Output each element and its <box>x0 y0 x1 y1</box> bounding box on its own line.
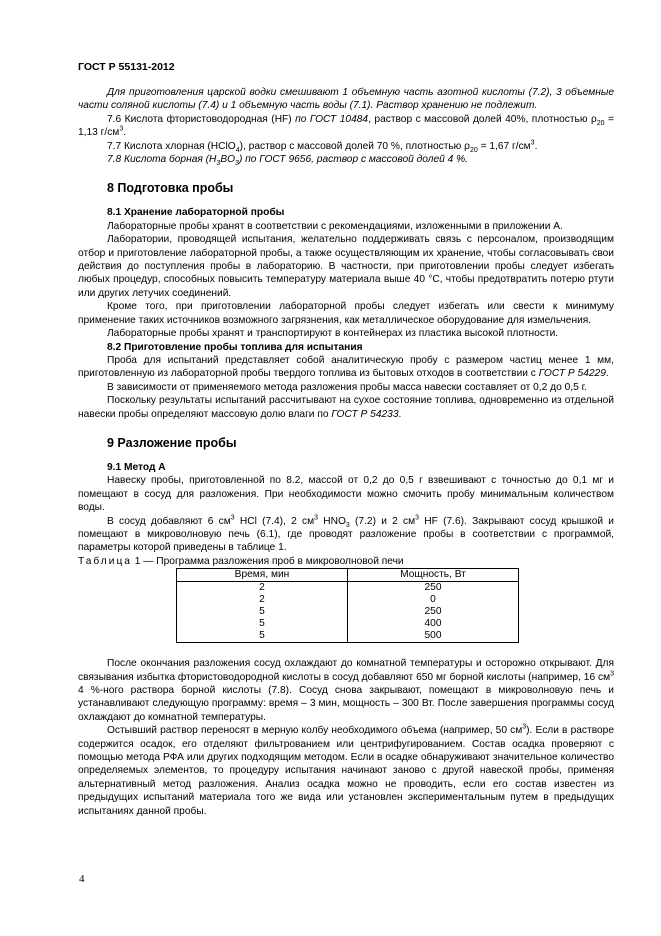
table-1-caption-text: 1 — Программа разложения проб в микроволновой печи <box>131 555 404 567</box>
s91-p2-sub: 3 <box>345 521 350 529</box>
s91-p3-a: После окончания разложения сосуд охлаждают до комнатной температуры и осторожно открывают. Для связывания избытка фтористоводородной кислоты в сосуд добавляют 650 мг борной кислоты (например, 16 см <box>78 658 614 683</box>
subsection-8-1-title: 8.1 Хранение лабораторной пробы <box>107 207 285 219</box>
s91-p2-sup3: 3 <box>415 514 420 522</box>
aqua-regia-paragraph: Для приготовления царской водки смешивают 1 объемную часть азотной кислоты (7.2), 3 объемные части соляной кислоты (7.4) и 1 объемную часть воды (7.1). Раствор хранению не подлежит. <box>78 87 614 112</box>
table-row <box>177 594 519 606</box>
s82-p1-standard: ГОСТ Р 54229 <box>538 368 606 380</box>
microwave-program-table <box>176 568 519 643</box>
item-7-7-text-a: 7.7 Кислота хлорная (HClO <box>107 140 236 152</box>
s91-p4-a: Остывший раствор переносят в мерную колбу необходимого объема (например, 50 см <box>107 725 523 737</box>
item-7-7-sub2: 20 <box>469 146 478 154</box>
section-9-title: 9 Разложение пробы <box>107 435 237 450</box>
s91-paragraph-3 <box>78 657 614 724</box>
s91-p2-b: HCl (7.4), 2 см <box>234 515 315 527</box>
item-7-7-sup: 3 <box>530 139 535 147</box>
table-row <box>177 618 519 630</box>
item-7-7 <box>78 140 614 153</box>
s82-p3-text: Поскольку результаты испытаний рассчитывают на сухое состояние топлива, одновременно из отдельной навески пробы определяют массовую долю влаги по <box>78 395 614 420</box>
table-header-time: Время, мин <box>177 569 348 582</box>
s91-p2-e: HF (7.6). Закрывают сосуд крышкой и помещают в микроволновую печь (6.1), где проводят разложение пробы в соответствии с программой, параметры которой приведены в таблице 1. <box>78 515 614 554</box>
document-header: ГОСТ Р 55131-2012 <box>78 61 175 73</box>
item-7-8-text-b: BO <box>220 154 236 166</box>
table-row <box>177 630 519 643</box>
table-1-label: Таблица <box>78 555 132 567</box>
item-7-8-text-c: ) по ГОСТ 9656, раствор с массовой долей 4 %. <box>238 154 469 166</box>
table-cell-power: 250 <box>348 582 519 595</box>
table-cell-time: 2 <box>177 582 348 595</box>
s91-p4-sup: 3 <box>522 723 527 731</box>
item-7-6-text-d: . <box>123 127 127 139</box>
item-7-6-sub: 20 <box>596 119 605 127</box>
s91-p2-c: HNO <box>318 515 346 527</box>
table-cell-power: 250 <box>348 606 519 618</box>
s82-paragraph-3 <box>78 394 614 421</box>
s91-p2-sup1: 3 <box>230 514 235 522</box>
item-7-6-text-c: = 1,13 г/см <box>78 113 615 139</box>
s91-p3-b: 4 %-ного раствора борной кислоты (7.8). Сосуд снова закрывают, помещают в микроволновую печь и устанавливают следующую программу: время – 3 мин, мощность – 300 Вт. После завершения программы сосуд охлаждают до комнатной температуры. <box>78 685 614 723</box>
item-7-7-text-c: = 1,67 г/см <box>477 140 531 152</box>
s91-paragraph-4 <box>78 724 614 818</box>
item-7-7-sub: 4 <box>235 146 240 154</box>
table-row <box>177 582 519 595</box>
s81-paragraph-3: Кроме того, при приготовлении лабораторной пробы следует избегать или свести к минимуму применение таких источников возможного загрязнения, как металлическое оборудование для измельчения. <box>78 301 614 326</box>
table-cell-power: 500 <box>348 630 519 643</box>
s82-paragraph-2: В зависимости от применяемого метода разложения пробы масса навески составляет от 0,2 до 0,5 г. <box>107 381 587 393</box>
s81-paragraph-1: Лабораторные пробы хранят в соответствии с рекомендациями, изложенными в приложении А. <box>107 220 563 232</box>
s91-paragraph-1: Навеску пробы, приготовленной по 8.2, массой от 0,2 до 0,5 г взвешивают с точностью до 0,1 мг и помещают в сосуд для разложения. При необходимости можно смочить пробу минимальным количеством воды. <box>78 475 614 514</box>
s91-p2-a: В сосуд добавляют 6 см <box>107 515 231 527</box>
s82-p3-standard: ГОСТ Р 54233 <box>331 408 399 420</box>
table-1-caption <box>78 555 614 568</box>
page-number: 4 <box>79 873 85 885</box>
item-7-8 <box>78 153 614 166</box>
s81-paragraph-2: Лаборатории, проводящей испытания, желательно поддерживать связь с персоналом, производящим отбор и приготовление лабораторной пробы, а также осуществляющим их хранение, чтобы согласовывать свои действия до поступления пробы в лабораторию. В частности, при приготовлении пробы следует избегать любых процедур, способных повысить температуру материала выше 40 °С, чтобы предотвратить потерю ртути или других летучих соединений. <box>78 234 614 299</box>
table-cell-time: 2 <box>177 594 348 606</box>
s91-p3-sup: 3 <box>610 670 614 678</box>
table-header-power: Мощность, Вт <box>348 569 519 582</box>
table-cell-time: 5 <box>177 606 348 618</box>
item-7-8-sub1: 3 <box>216 160 221 168</box>
table-header-row <box>177 569 519 582</box>
item-7-6-text-a: Кислота фтористоводородная (HF) <box>121 113 296 125</box>
s81-paragraph-4: Лабораторные пробы хранят и транспортируют в контейнерах из пластика высокой плотности. <box>107 328 559 340</box>
subsection-9-1-title: 9.1 Метод А <box>107 461 166 473</box>
s91-p2-sup2: 3 <box>314 514 319 522</box>
table-cell-power: 400 <box>348 618 519 630</box>
table-cell-time: 5 <box>177 618 348 630</box>
section-8-title: 8 Подготовка пробы <box>107 181 234 196</box>
table-cell-time: 5 <box>177 630 348 643</box>
s82-p1-end: . <box>605 368 609 380</box>
item-7-6 <box>78 113 614 140</box>
s91-p2-d: (7.2) и 2 см <box>349 515 416 527</box>
item-7-7-text-b: ), раствор с массовой долей 70 %, плотностью ρ <box>239 140 470 152</box>
s91-paragraph-2 <box>78 515 614 555</box>
item-7-6-text-b: , раствор с массовой долей 40%, плотностью ρ <box>368 113 597 125</box>
item-7-7-text-d: . <box>534 140 538 152</box>
item-7-8-sub2: 3 <box>235 160 239 168</box>
document-body <box>78 86 614 818</box>
s91-p4-b: ). Если в растворе содержится осадок, его отделяют фильтрованием или центрифугированием. Состав осадка проверяют с помощью метода РФА или других подходящим методом. Если в осадке обнаруживают значительное количество определяемых элементов, то процедуру испытания начинают заново с другой навеской пробы, применяя альтернативный метод разложения. Анализ осадка можно не проводить, если его состав известен из предыдущих испытаний материала того же вида или установлен экспериментальным путем в предыдущих испытаниях данной пробы. <box>78 725 614 817</box>
s82-p1-text: Проба для испытаний представляет собой аналитическую пробу с размером частиц менее 1 мм, приготовленную из лабораторной пробы твердого топлива из бытовых отходов в соответствии с <box>78 354 614 380</box>
item-7-6-standard: по ГОСТ 10484 <box>295 113 369 125</box>
table-cell-power: 0 <box>348 594 519 606</box>
subsection-8-2-title: 8.2 Приготовление пробы топлива для испытания <box>107 341 363 353</box>
item-7-8-text-a: 7.8 Кислота борная (H <box>107 154 217 166</box>
s82-p3-end: . <box>398 408 402 420</box>
item-7-6-sup: 3 <box>119 125 124 133</box>
item-7-6-num: 7.6 <box>107 113 122 125</box>
s82-paragraph-1 <box>78 354 614 381</box>
table-row <box>177 606 519 618</box>
